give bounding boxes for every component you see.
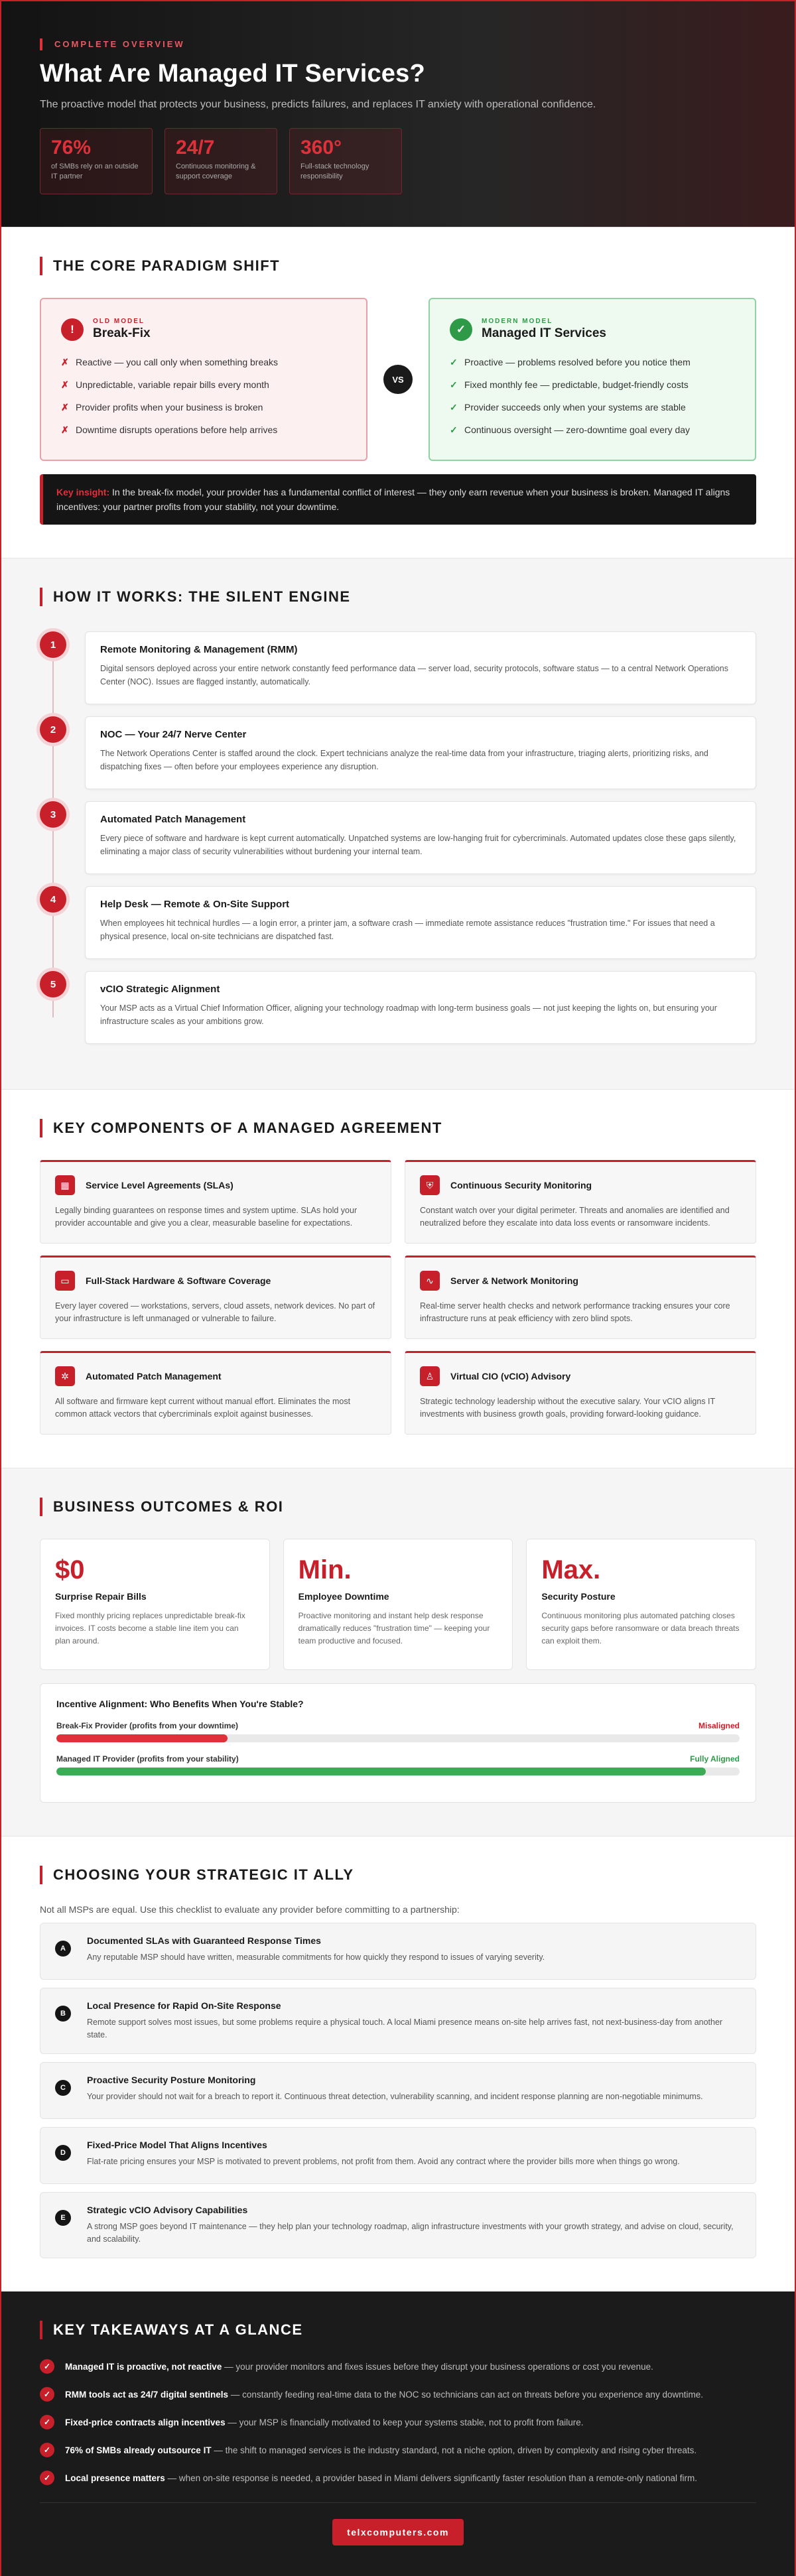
- takeaway-bold: Managed IT is proactive, not reactive: [65, 2361, 222, 2372]
- checklist-letter: B: [55, 2006, 71, 2022]
- component-card: [405, 1351, 756, 1435]
- step-title: Remote Monitoring & Management (RMM): [100, 644, 298, 655]
- checklist-section: [1, 1836, 795, 2291]
- outcome-title: Surprise Repair Bills: [55, 1591, 147, 1602]
- step-text: The Network Operations Center is staffed around the clock. Expert technicians analyze the real-time data from your infrastructure, triaging alerts, prioritizing risks, and dispatching fixes — often before your employees experience any disruption.: [100, 749, 708, 771]
- step-number: 3: [40, 801, 66, 828]
- takeaway-text: — your provider monitors and fixes issues before they disrupt your business operations or cost you revenue.: [222, 2361, 653, 2372]
- steps-timeline: [40, 631, 756, 1044]
- model-comparison: [40, 298, 756, 461]
- outcome-title: Employee Downtime: [298, 1591, 389, 1602]
- takeaways-list: [40, 2359, 756, 2485]
- takeaway-item: [40, 2359, 756, 2374]
- page-title: What Are Managed IT Services?: [40, 60, 425, 88]
- checklist-text: Flat-rate pricing ensures your MSP is motivated to prevent problems, not profit from them. Avoid any contract where the provider bills more when things go wrong.: [87, 2157, 680, 2166]
- incentive-alignment-panel: [40, 1683, 756, 1803]
- paradigm-section: [1, 227, 795, 558]
- old-model-card: [40, 298, 367, 461]
- takeaway-text: — the shift to managed services is the industry standard, not a niche option, driven by complexity and rising cyber threats.: [211, 2445, 697, 2455]
- component-card: [40, 1160, 391, 1244]
- cross-icon: ✗: [61, 357, 69, 367]
- step-text: Your MSP acts as a Virtual Chief Information Officer, aligning your technology roadmap with long-term business goals — not just keeping the lights on, but ensuring your infrastructure scales as your ambitions grow.: [100, 1003, 717, 1026]
- progress-track: [56, 1734, 740, 1742]
- calendar-icon: ▦: [55, 1175, 75, 1195]
- step-title: Help Desk — Remote & On-Site Support: [100, 899, 290, 910]
- check-icon: ✓: [450, 424, 458, 435]
- checklist-item: [40, 1923, 756, 1980]
- model-tag: MODERN MODEL: [482, 318, 553, 325]
- takeaway-item: [40, 2443, 756, 2457]
- model-name: Break-Fix: [93, 326, 151, 340]
- step-item: [40, 971, 756, 1044]
- list-item: ✓ Provider succeeds only when your systems are stable: [450, 402, 686, 413]
- step-item: [40, 801, 756, 874]
- takeaways-section: [1, 2291, 795, 2576]
- checklist-title: Fixed-Price Model That Aligns Incentives: [87, 2140, 267, 2150]
- alignment-bar-row: [56, 1721, 740, 1742]
- takeaway-bold: RMM tools act as 24/7 digital sentinels: [65, 2389, 229, 2400]
- checklist-text: A strong MSP goes beyond IT maintenance — they help plan your technology roadmap, align infrastructure investments with your growth strategy, and advise on cloud, security, and scalability.: [87, 2222, 734, 2244]
- component-text: Constant watch over your digital perimeter. Threats and anomalies are identified and neutralized before they escalate into data loss events or ransomware incidents.: [420, 1206, 730, 1228]
- step-text: When employees hit technical hurdles — a login error, a printer jam, a software crash — immediate remote assistance reduces "frustration time." For issues that need a physical presence, local on-site technicians are dispatched fast.: [100, 919, 715, 941]
- checklist-text: Your provider should not wait for a breach to report it. Continuous threat detection, vulnerability scanning, and incident response planning are non-negotiable minimums.: [87, 2092, 703, 2101]
- step-item: [40, 716, 756, 789]
- list-item: ✗ Downtime disrupts operations before help arrives: [61, 424, 278, 435]
- outcome-value: Min.: [298, 1555, 352, 1584]
- component-title: Continuous Security Monitoring: [450, 1180, 592, 1191]
- checklist-item: [40, 2192, 756, 2258]
- check-icon: ✓: [40, 2415, 54, 2429]
- cross-icon: ✗: [61, 424, 69, 435]
- outcome-card: [526, 1539, 756, 1670]
- gear-icon: ✲: [55, 1366, 75, 1386]
- outcomes-section: [1, 1468, 795, 1836]
- monitor-icon: ▭: [55, 1271, 75, 1291]
- stat-value: 24/7: [176, 137, 215, 159]
- model-name: Managed IT Services: [482, 326, 606, 340]
- outcome-text: Fixed monthly pricing replaces unpredictable break-fix invoices. IT costs become a stable line item you can plan around.: [55, 1611, 245, 1645]
- step-number: 4: [40, 886, 66, 913]
- outcome-title: Security Posture: [541, 1591, 616, 1602]
- progress-fill: [56, 1734, 228, 1742]
- checklist-title: Documented SLAs with Guaranteed Response Times: [87, 1935, 321, 1946]
- takeaway-bold: 76% of SMBs already outsource IT: [65, 2445, 212, 2455]
- stat-label: of SMBs rely on an outside IT partner: [51, 162, 139, 180]
- components-grid: [40, 1160, 756, 1435]
- stat-label: Full-stack technology responsibility: [300, 162, 369, 180]
- new-model-list: [450, 355, 735, 436]
- component-text: Strategic technology leadership without the executive salary. Your vCIO aligns IT investments with business growth goals, providing forward-looking guidance.: [420, 1397, 715, 1419]
- section-title: THE CORE PARADIGM SHIFT: [40, 257, 756, 275]
- takeaway-bold: Local presence matters: [65, 2473, 165, 2483]
- step-number: 1: [40, 631, 66, 658]
- component-text: Every layer covered — workstations, servers, cloud assets, network devices. No part of your infrastructure is left unmanaged or vulnerable to failure.: [55, 1301, 375, 1323]
- activity-icon: ∿: [420, 1271, 440, 1291]
- takeaway-text: — when on-site response is needed, a provider based in Miami delivers significantly faster resolution than a remote-only national firm.: [165, 2473, 697, 2483]
- section-title: KEY TAKEAWAYS AT A GLANCE: [40, 2321, 756, 2339]
- outcome-card: [283, 1539, 513, 1670]
- takeaway-text: — your MSP is financially motivated to keep your systems stable, not to profit from failure.: [225, 2417, 584, 2427]
- step-card: [85, 631, 756, 704]
- vs-badge: VS: [383, 365, 413, 394]
- new-model-card: [429, 298, 756, 461]
- outcome-card: [40, 1539, 270, 1670]
- section-title: CHOOSING YOUR STRATEGIC IT ALLY: [40, 1866, 756, 1884]
- engine-section: [1, 558, 795, 1089]
- bar-status: Fully Aligned: [690, 1754, 740, 1764]
- shield-icon: ⛨: [420, 1175, 440, 1195]
- check-icon: ✓: [450, 402, 458, 413]
- alignment-bar-row: [56, 1754, 740, 1775]
- step-number: 2: [40, 716, 66, 743]
- outcome-value: Max.: [541, 1555, 601, 1584]
- insight-label: Key insight:: [56, 487, 110, 497]
- checklist-item: [40, 1988, 756, 2054]
- cross-icon: ✗: [61, 402, 69, 413]
- check-icon: ✓: [40, 2387, 54, 2402]
- component-text: All software and firmware kept current without manual effort. Eliminates the most common attack vectors that cybercriminals exploit against businesses.: [55, 1397, 351, 1419]
- component-title: Virtual CIO (vCIO) Advisory: [450, 1371, 571, 1382]
- checklist-item: [40, 2127, 756, 2184]
- list-item: ✓ Continuous oversight — zero-downtime goal every day: [450, 424, 691, 435]
- footer: [40, 2502, 756, 2545]
- component-title: Service Level Agreements (SLAs): [86, 1180, 233, 1191]
- component-card: [40, 1351, 391, 1435]
- step-item: [40, 886, 756, 959]
- old-model-list: [61, 355, 346, 436]
- step-card: [85, 971, 756, 1044]
- hero-stats: [40, 128, 756, 194]
- user-icon: ♙: [420, 1366, 440, 1386]
- section-title: KEY COMPONENTS OF A MANAGED AGREEMENT: [40, 1119, 756, 1137]
- stat-card: [289, 128, 402, 194]
- outcome-value: $0: [55, 1555, 85, 1584]
- checklist-item: [40, 2062, 756, 2119]
- check-icon: ✓: [40, 2471, 54, 2485]
- cross-icon: ✗: [61, 379, 69, 390]
- component-text: Legally binding guarantees on response times and system uptime. SLAs hold your provider accountable and give you a clear, measurable baseline for expectations.: [55, 1206, 358, 1228]
- step-card: [85, 716, 756, 789]
- timeline-line: [52, 645, 54, 1017]
- bar-label: Break-Fix Provider (profits from your downtime): [56, 1721, 239, 1730]
- outcome-text: Continuous monitoring plus automated patching closes security gaps before ransomware or data breach threats can exploit them.: [541, 1611, 740, 1645]
- step-text: Digital sensors deployed across your entire network constantly feed performance data — server load, security protocols, software status — to a central Network Operations Center (NOC). Issues are flagged instantly, automatically.: [100, 664, 728, 686]
- checklist-intro: Not all MSPs are equal. Use this checklist to evaluate any provider before committing to a partnership:: [40, 1904, 460, 1915]
- list-item: ✗ Reactive — you call only when something breaks: [61, 357, 279, 367]
- alert-icon: !: [61, 318, 84, 341]
- checklist-letter: D: [55, 2145, 71, 2161]
- checklist-letter: C: [55, 2080, 71, 2096]
- stat-card: [165, 128, 277, 194]
- step-title: vCIO Strategic Alignment: [100, 984, 220, 995]
- component-card: [405, 1256, 756, 1339]
- step-item: [40, 631, 756, 704]
- hero-eyebrow: COMPLETE OVERVIEW: [40, 38, 756, 50]
- step-text: Every piece of software and hardware is kept current automatically. Unpatched systems are low-hanging fruit for cybercriminals. Automated updates close these gaps silently, eliminating a major class of security vulnerabilities without burdening your internal team.: [100, 834, 736, 856]
- step-title: NOC — Your 24/7 Nerve Center: [100, 729, 247, 740]
- checklist-title: Strategic vCIO Advisory Capabilities: [87, 2205, 248, 2215]
- progress-track: [56, 1768, 740, 1775]
- progress-fill: [56, 1768, 706, 1775]
- check-icon: ✓: [450, 318, 472, 341]
- hero-subtitle: The proactive model that protects your business, predicts failures, and replaces IT anxiety with operational confidence.: [40, 99, 596, 110]
- list-item: ✗ Provider profits when your business is broken: [61, 402, 263, 413]
- key-insight-callout: [40, 474, 756, 525]
- website-link-button[interactable]: telxcomputers.com: [332, 2519, 464, 2545]
- step-number: 5: [40, 971, 66, 998]
- checklist-title: Proactive Security Posture Monitoring: [87, 2075, 256, 2085]
- outcome-text: Proactive monitoring and instant help desk response dramatically reduces "frustration time" — keeping your team productive and focused.: [298, 1611, 490, 1645]
- step-card: [85, 886, 756, 959]
- list-item: ✓ Fixed monthly fee — predictable, budget-friendly costs: [450, 379, 689, 390]
- component-card: [405, 1160, 756, 1244]
- section-title: BUSINESS OUTCOMES & ROI: [40, 1498, 756, 1516]
- takeaway-bold: Fixed-price contracts align incentives: [65, 2417, 226, 2427]
- check-icon: ✓: [40, 2359, 54, 2374]
- insight-text: In the break-fix model, your provider has a fundamental conflict of interest — they only earn revenue when your business is broken. Managed IT aligns incentives: your partner profits from your stability, not your downtime.: [56, 487, 730, 512]
- step-title: Automated Patch Management: [100, 814, 246, 825]
- checklist-text: Any reputable MSP should have written, measurable commitments for how quickly they respond to issues of varying severity.: [87, 1953, 545, 1962]
- checklist-text: Remote support solves most issues, but some problems require a physical touch. A local Miami presence means on-site help arrives fast, not next-business-day from another state.: [87, 2018, 723, 2039]
- component-title: Automated Patch Management: [86, 1371, 222, 1382]
- check-icon: ✓: [40, 2443, 54, 2457]
- hero: [1, 1, 795, 227]
- component-title: Full-Stack Hardware & Software Coverage: [86, 1275, 271, 1286]
- outcome-cards: [40, 1539, 756, 1670]
- checklist-letter: A: [55, 1941, 71, 1957]
- step-card: [85, 801, 756, 874]
- check-icon: ✓: [450, 379, 458, 390]
- bar-label: Managed IT Provider (profits from your stability): [56, 1754, 239, 1764]
- checklist-letter: E: [55, 2210, 71, 2226]
- takeaway-item: [40, 2471, 756, 2485]
- stat-label: Continuous monitoring & support coverage: [176, 162, 256, 180]
- stat-value: 360°: [300, 137, 342, 159]
- component-text: Real-time server health checks and network performance tracking ensures your core infrastructure runs at peak efficiency with zero blind spots.: [420, 1301, 730, 1323]
- takeaway-item: [40, 2387, 756, 2402]
- alignment-title: Incentive Alignment: Who Benefits When You're Stable?: [56, 1699, 304, 1709]
- section-title: HOW IT WORKS: THE SILENT ENGINE: [40, 588, 756, 606]
- components-section: [1, 1089, 795, 1468]
- stat-card: [40, 128, 153, 194]
- component-title: Server & Network Monitoring: [450, 1275, 578, 1286]
- stat-value: 76%: [51, 137, 92, 159]
- component-card: [40, 1256, 391, 1339]
- model-tag: OLD MODEL: [93, 318, 145, 325]
- takeaway-item: [40, 2415, 756, 2429]
- takeaway-text: — constantly feeding real-time data to the NOC so technicians can act on threats before you experience any downtime.: [228, 2389, 703, 2400]
- list-item: ✗ Unpredictable, variable repair bills every month: [61, 379, 269, 390]
- checklist-title: Local Presence for Rapid On-Site Response: [87, 2000, 281, 2011]
- check-icon: ✓: [450, 357, 458, 367]
- bar-status: Misaligned: [698, 1721, 740, 1730]
- list-item: ✓ Proactive — problems resolved before you notice them: [450, 357, 691, 367]
